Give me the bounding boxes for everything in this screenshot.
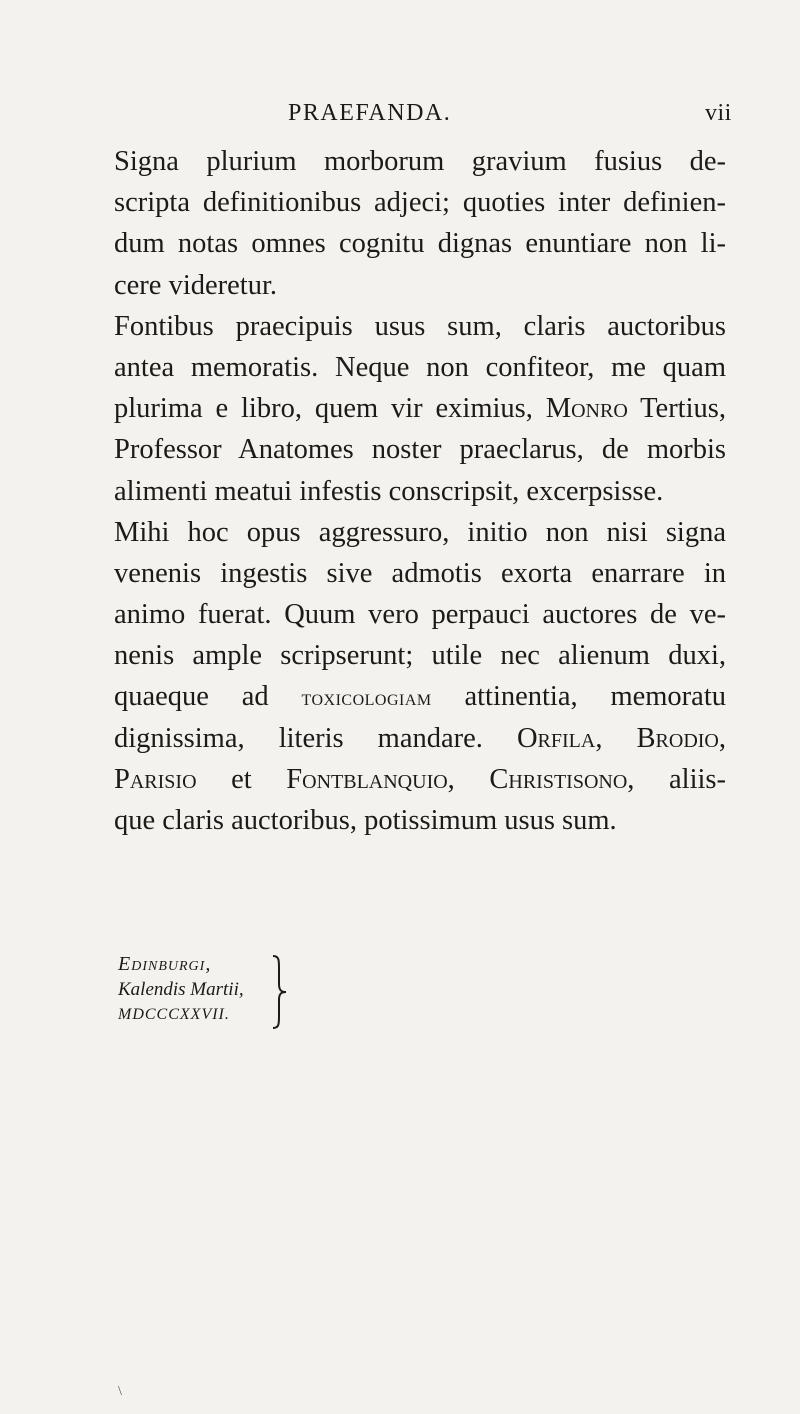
author-name-orfila: Orfila [516, 722, 596, 754]
right-brace-icon [270, 954, 290, 1030]
author-name-monro: Monro [545, 393, 628, 425]
text-line: scripta definitionibus adjeci; quoties inter definien- [114, 187, 726, 219]
dateline [118, 952, 244, 1027]
text-line: Fontibus praecipuis usus sum, claris auctoribus [114, 310, 726, 342]
author-name-christisono: Christisono [489, 763, 628, 795]
dateline-year: MDCCCXXVII. [118, 1006, 230, 1023]
author-name-parisio: Parisio [114, 763, 197, 795]
text-line: venenis ingestis sive admotis exorta enarrare in [114, 557, 726, 589]
dateline-date: Kalendis Martii, [118, 979, 244, 1000]
dateline-place: Edinburgi, [118, 953, 212, 975]
author-name-fontblanquio: Fontblanquio [286, 763, 448, 795]
body-text [114, 141, 726, 841]
page-number: vii [705, 100, 732, 126]
page-mark: \ [118, 1384, 122, 1399]
text-line: plurima e libro, quem vir eximius, Monro Tertius, [114, 393, 726, 425]
running-head-title: PRAEFANDA. [288, 100, 452, 126]
author-name-brodio: Brodio [636, 722, 719, 754]
text-line: dum notas omnes cognitu dignas enuntiare non li- [114, 228, 726, 260]
running-head [0, 100, 800, 136]
text-line: Parisio et Fontblanquio, Christisono, aliis- [114, 763, 726, 795]
term-toxicologiam: toxicologiam [301, 685, 432, 712]
text-line: antea memoratis. Neque non confiteor, me quam [114, 351, 726, 383]
text-line: dignissima, literis mandare. Orfila, Brodio, [114, 722, 726, 754]
text-line: que claris auctoribus, potissimum usus sum. [114, 805, 617, 836]
text-line: cere videretur. [114, 269, 277, 301]
text-line: Mihi hoc opus aggressuro, initio non nisi signa [114, 516, 726, 548]
text-line: quaeque ad toxicologiam attinentia, memoratu [114, 681, 726, 713]
text-line: alimenti meatui infestis conscripsit, excerpsisse. [114, 475, 664, 507]
text-line: nenis ample scripserunt; utile nec alienum duxi, [114, 640, 726, 672]
text-line: Professor Anatomes noster praeclarus, de morbis [114, 434, 726, 466]
text-line: animo fuerat. Quum vero perpauci auctores de ve- [114, 599, 726, 631]
text-line: Signa plurium morborum gravium fusius de- [114, 146, 726, 177]
